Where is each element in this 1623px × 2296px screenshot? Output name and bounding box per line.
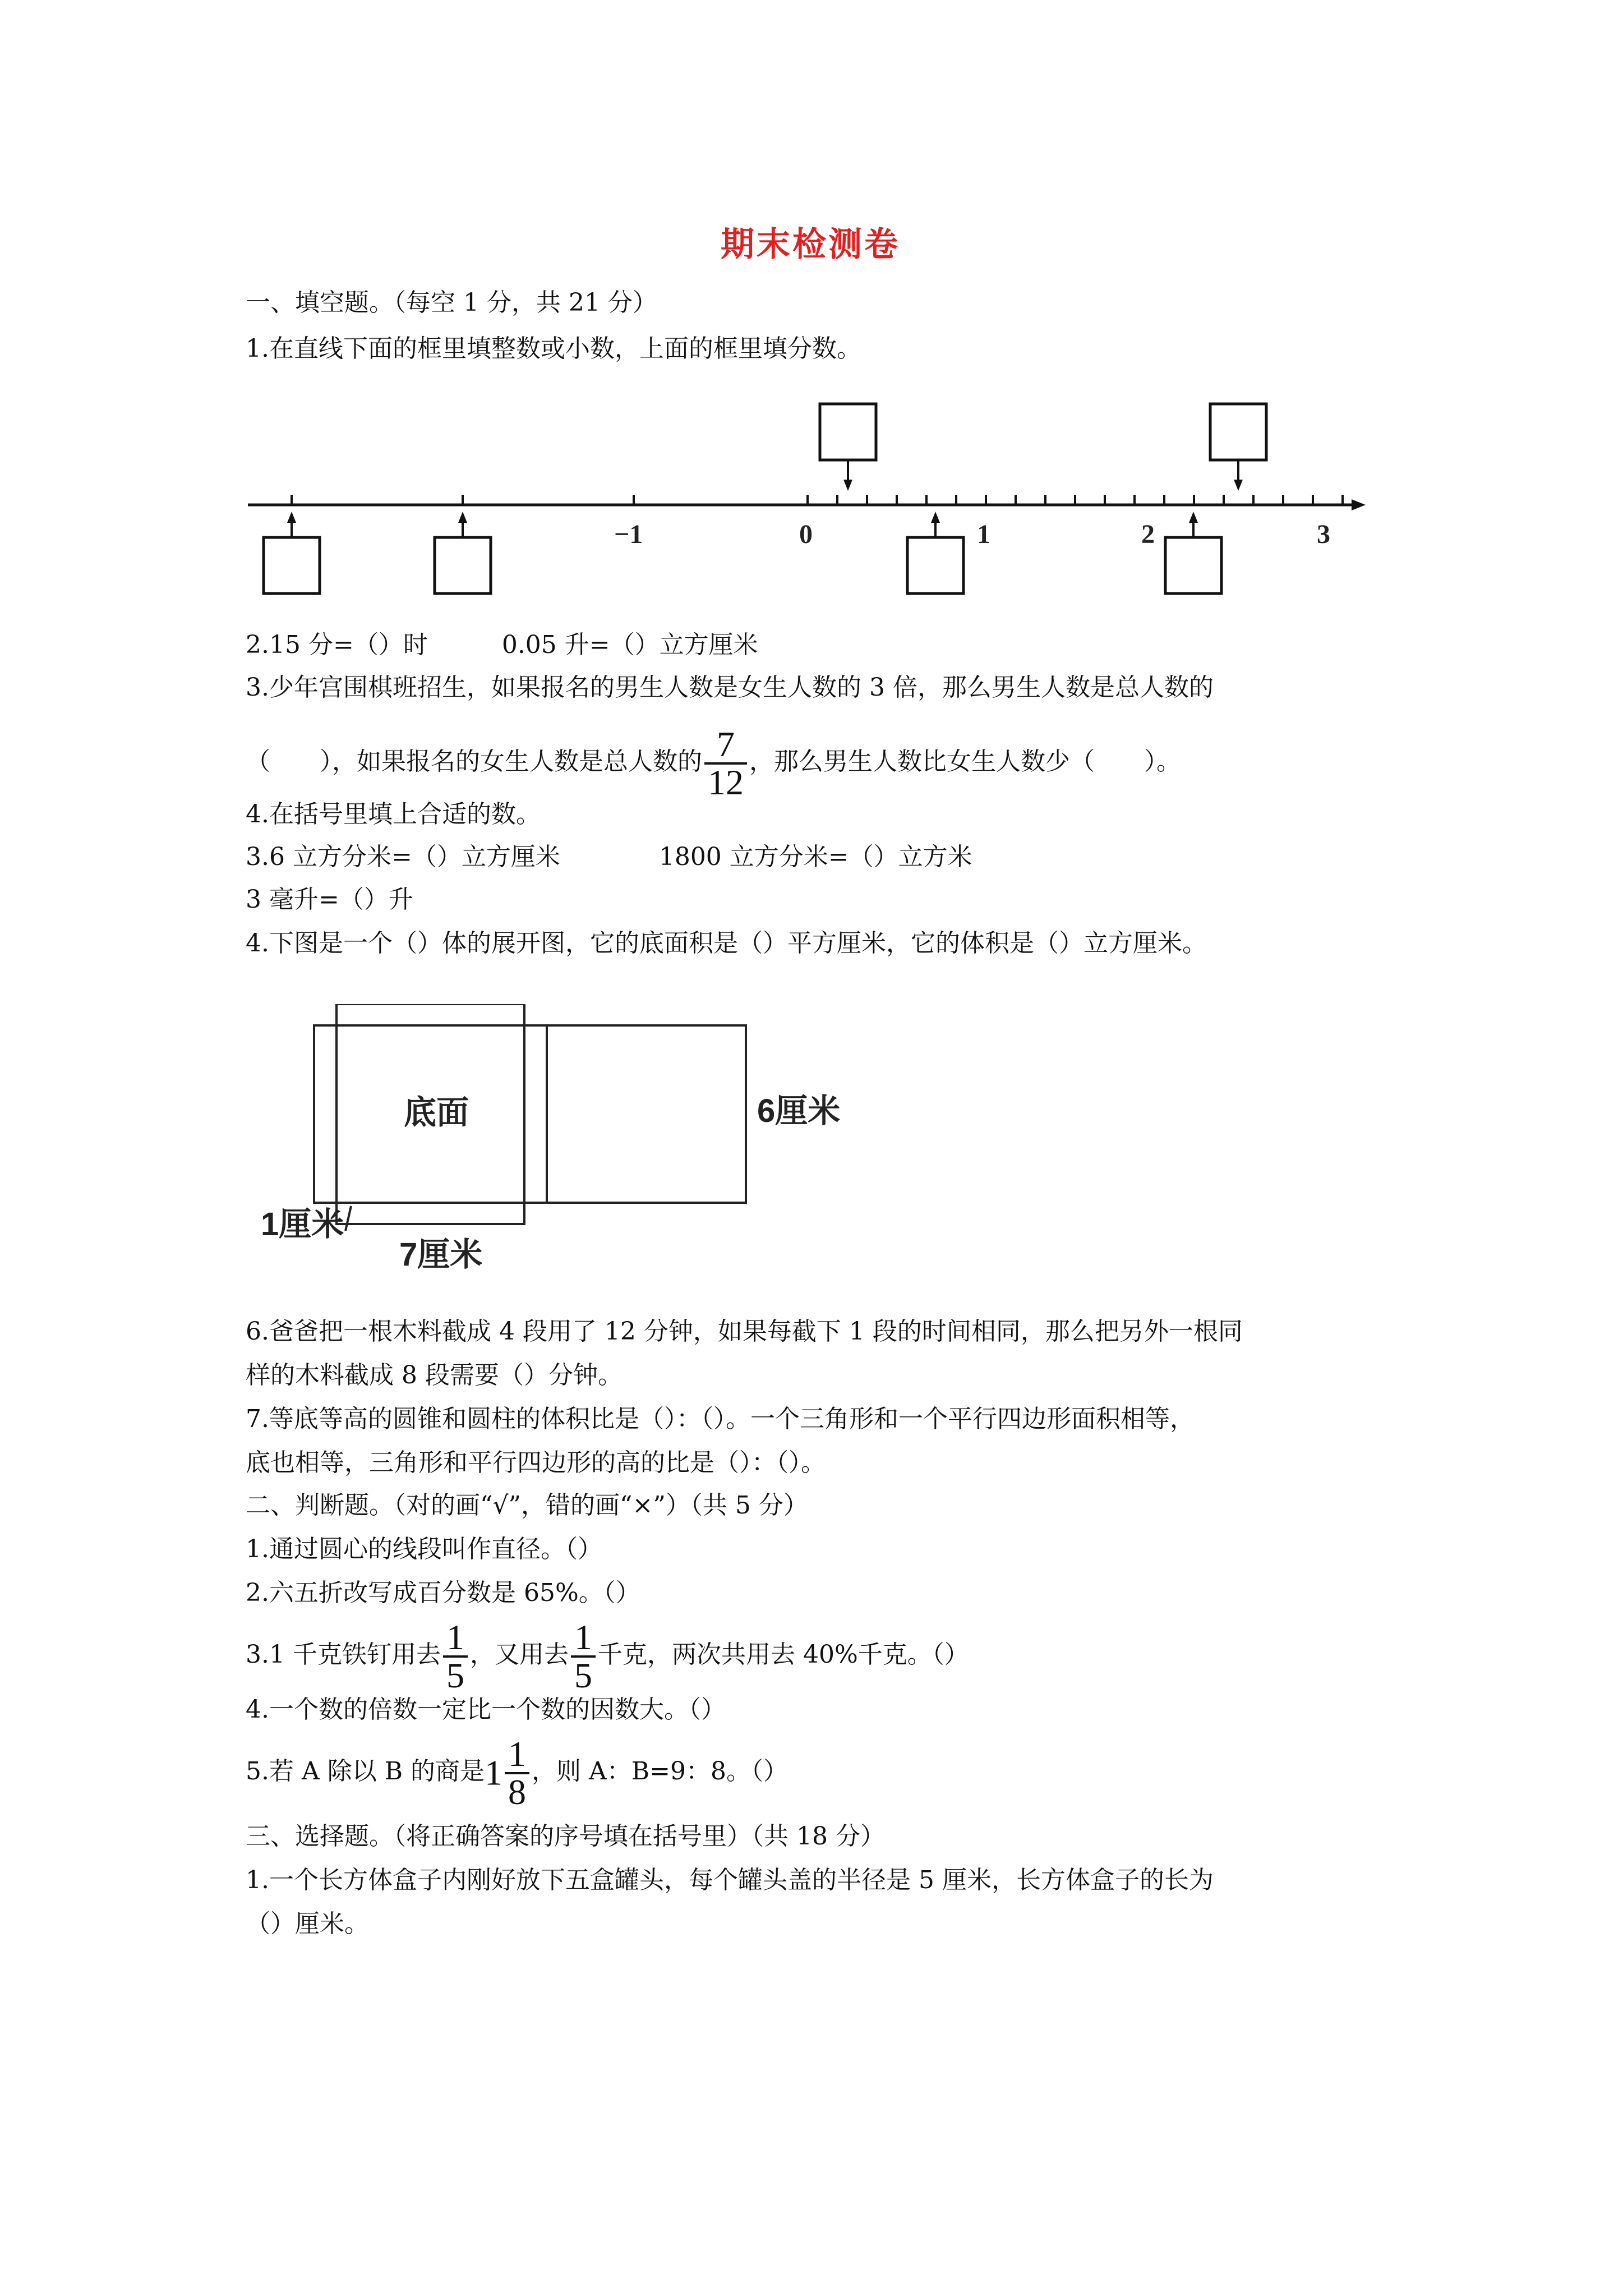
judge-q1: 1.通过圆心的线段叫作直径。（） (246, 1535, 602, 1563)
fraction-7-12: $\frac{7}{12}$ (704, 726, 747, 800)
number-line-ticks (292, 495, 1343, 505)
number-line-figure (247, 393, 1380, 606)
section1-heading: 一、填空题。（每空 1 分，共 21 分） (246, 288, 657, 317)
number-box-4 (1165, 537, 1221, 593)
axis-label-neg1: −1 (614, 519, 643, 549)
q1-text: 1.在直线下面的框里填整数或小数，上面的框里填分数。 (246, 334, 861, 363)
base-label: 底面 (404, 1094, 469, 1131)
q5-text: 4.下图是一个（）体的展开图，它的底面积是（）平方厘米，它的体积是（）立方厘米。 (246, 929, 1207, 958)
arrow-down-icon (843, 480, 852, 491)
q3-line1: 3.少年宫围棋班招生，如果报名的男生人数是女生人数的 3 倍，那么男生人数是总人数的 (246, 673, 1214, 702)
axis-label-2: 2 (1141, 519, 1155, 549)
length-label: 7厘米 (399, 1236, 483, 1273)
number-box-1 (264, 537, 320, 593)
net-face-right (547, 1025, 746, 1203)
section2-heading: 二、判断题。（对的画“√”，错的画“×”）（共 5 分） (246, 1491, 808, 1520)
arrow-up-icon (1189, 512, 1198, 523)
judge-q3: 3.1 千克铁钉用去 $\frac{1}{5}$ ，又用去 $\frac{1}{5}$ 千克，两次共用去 40%千克。（） (246, 1617, 969, 1695)
number-box-3 (907, 537, 963, 593)
section3-heading: 三、选择题。（将正确答案的序号填在括号里）（共 18 分） (246, 1822, 885, 1851)
axis-arrowhead (1352, 499, 1366, 510)
arrow-up-icon (931, 512, 940, 523)
number-box-2 (435, 537, 491, 593)
pointer-line (345, 1206, 351, 1231)
choice-q1-line1: 1.一个长方体盒子内刚好放下五盒罐头，每个罐头盖的半径是 5 厘米，长方体盒子的长为 (246, 1866, 1214, 1894)
q7-line2: 底也相等，三角形和平行四边形的高的比是（）：（）。 (246, 1448, 826, 1477)
arrow-down-icon (1234, 480, 1243, 491)
height-label: 6厘米 (757, 1093, 841, 1129)
net-side-right (524, 1025, 547, 1203)
fraction-1-5: $\frac{1}{5}$ (443, 1619, 468, 1694)
fraction-box-1 (820, 404, 876, 460)
q3-line2: （ ），如果报名的女生人数是总人数的 $\frac{7}{12}$ ，那么男生人数比女生人数少（ ）。 (246, 724, 1181, 802)
judge-q4: 4.一个数的倍数一定比一个数的因数大。（） (246, 1695, 726, 1724)
net-side-left (314, 1025, 336, 1203)
fraction-1-8: $\frac{1}{8}$ (505, 1736, 529, 1810)
arrow-up-icon (287, 512, 296, 523)
judge-q2: 2.六五折改写成百分数是 65%。（） (246, 1579, 640, 1607)
q7-line1: 7.等底等高的圆锥和圆柱的体积比是（）：（）。一个三角形和一个平行四边形面积相等， (246, 1405, 1195, 1433)
net-diagram (247, 1004, 864, 1285)
axis-label-3: 3 (1317, 519, 1330, 549)
q4-part-b: 3 毫升=（）升 (246, 885, 413, 914)
q4-part-a: 3.6 立方分米=（）立方厘米 1800 立方分米=（）立方米 (246, 843, 972, 871)
choice-q1-line2: （）厘米。 (246, 1910, 369, 1938)
fraction-box-2 (1210, 404, 1266, 460)
side-label: 1厘米 (261, 1206, 344, 1243)
axis-label-1: 1 (977, 519, 990, 549)
axis-label-0: 0 (799, 519, 813, 549)
q4-text: 4.在括号里填上合适的数。 (246, 800, 541, 829)
page-title: 期末检测卷 (721, 225, 900, 264)
q6-line2: 样的木料截成 8 段需要（）分钟。 (246, 1361, 623, 1389)
arrow-up-icon (458, 512, 467, 523)
judge-q5: 5.若 A 除以 B 的商是1 $\frac{1}{8}$ ，则 A：B=9：8。（） (246, 1733, 788, 1812)
q6-line1: 6.爸爸把一根木料截成 4 段用了 12 分钟，如果每截下 1 段的时间相同，那么把另外一根同 (246, 1317, 1243, 1346)
q2-text: 2.15 分=（）时 0.05 升=（）立方厘米 (246, 631, 758, 659)
fraction-1-5: $\frac{1}{5}$ (571, 1619, 596, 1694)
